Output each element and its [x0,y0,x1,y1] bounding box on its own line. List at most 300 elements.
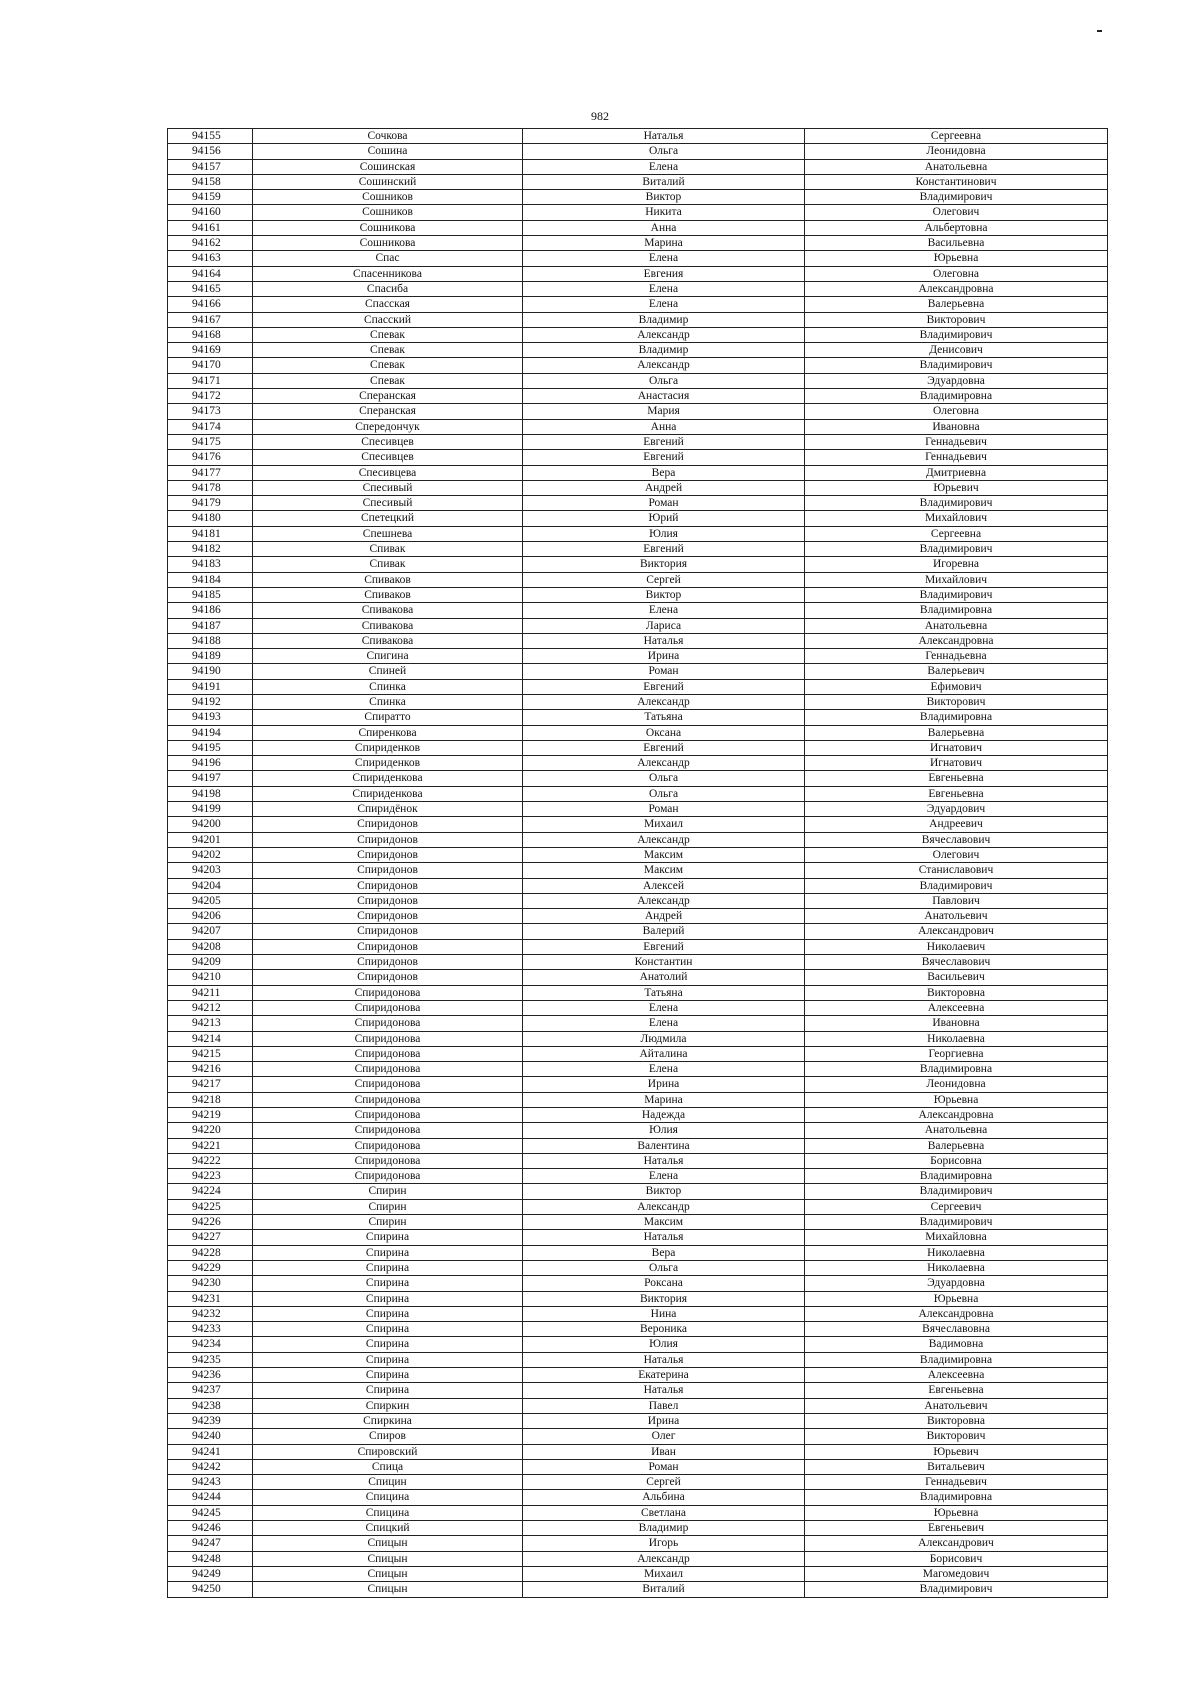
patronymic-cell: Васильевич [805,970,1108,985]
surname-cell: Сошина [253,144,523,159]
patronymic-cell: Юрьевна [805,1092,1108,1107]
first-name-cell: Людмила [523,1031,805,1046]
first-name-cell: Евгений [523,679,805,694]
surname-cell: Сперанская [253,404,523,419]
first-name-cell: Ольга [523,1260,805,1275]
first-name-cell: Елена [523,603,805,618]
surname-cell: Спиней [253,664,523,679]
record-number-cell: 94174 [168,419,253,434]
patronymic-cell: Юрьевна [805,1505,1108,1520]
patronymic-cell: Анатольевна [805,1123,1108,1138]
record-number-cell: 94158 [168,174,253,189]
patronymic-cell: Евгеньевна [805,771,1108,786]
surname-cell: Спасская [253,297,523,312]
patronymic-cell: Валерьевна [805,1138,1108,1153]
patronymic-cell: Игнатович [805,756,1108,771]
table-row [168,572,1108,587]
first-name-cell: Надежда [523,1108,805,1123]
table-row [168,1352,1108,1367]
table-row [168,129,1108,144]
patronymic-cell: Борисовна [805,1153,1108,1168]
record-number-cell: 94213 [168,1016,253,1031]
table-row [168,664,1108,679]
table-row [168,1184,1108,1199]
patronymic-cell: Эдуардовна [805,373,1108,388]
patronymic-cell: Викторовна [805,1413,1108,1428]
patronymic-cell: Ивановна [805,419,1108,434]
first-name-cell: Алексей [523,878,805,893]
surname-cell: Спиридонов [253,847,523,862]
patronymic-cell: Валерьевна [805,725,1108,740]
table-row [168,1536,1108,1551]
first-name-cell: Марина [523,236,805,251]
patronymic-cell: Константинович [805,174,1108,189]
patronymic-cell: Викторович [805,1429,1108,1444]
table-row [168,1138,1108,1153]
record-number-cell: 94170 [168,358,253,373]
record-number-cell: 94214 [168,1031,253,1046]
first-name-cell: Евгения [523,266,805,281]
patronymic-cell: Андреевич [805,817,1108,832]
first-name-cell: Сергей [523,1475,805,1490]
record-number-cell: 94196 [168,756,253,771]
first-name-cell: Максим [523,847,805,862]
patronymic-cell: Владимирович [805,1582,1108,1597]
record-number-cell: 94232 [168,1306,253,1321]
record-number-cell: 94236 [168,1368,253,1383]
first-name-cell: Евгений [523,542,805,557]
patronymic-cell: Владимирович [805,1215,1108,1230]
record-number-cell: 94239 [168,1413,253,1428]
first-name-cell: Ольга [523,786,805,801]
first-name-cell: Александр [523,756,805,771]
record-number-cell: 94173 [168,404,253,419]
surname-cell: Спевак [253,358,523,373]
patronymic-cell: Дмитриевна [805,465,1108,480]
record-number-cell: 94163 [168,251,253,266]
record-number-cell: 94192 [168,694,253,709]
surname-cell: Спиридонова [253,1016,523,1031]
patronymic-cell: Николаевна [805,1260,1108,1275]
table-row [168,496,1108,511]
table-row [168,389,1108,404]
first-name-cell: Александр [523,694,805,709]
record-number-cell: 94161 [168,220,253,235]
record-number-cell: 94243 [168,1475,253,1490]
record-number-cell: 94188 [168,633,253,648]
record-number-cell: 94217 [168,1077,253,1092]
patronymic-cell: Юрьевич [805,480,1108,495]
first-name-cell: Александр [523,893,805,908]
first-name-cell: Виктор [523,1184,805,1199]
surname-cell: Спесивцева [253,465,523,480]
surname-cell: Спасенникова [253,266,523,281]
record-number-cell: 94191 [168,679,253,694]
surname-cell: Спицын [253,1536,523,1551]
first-name-cell: Екатерина [523,1368,805,1383]
patronymic-cell: Владимировна [805,1490,1108,1505]
patronymic-cell: Николаевич [805,939,1108,954]
first-name-cell: Виктория [523,557,805,572]
patronymic-cell: Эдуардович [805,802,1108,817]
record-number-cell: 94206 [168,909,253,924]
table-row [168,1260,1108,1275]
first-name-cell: Владимир [523,343,805,358]
surname-cell: Спасский [253,312,523,327]
record-number-cell: 94194 [168,725,253,740]
first-name-cell: Наталья [523,1230,805,1245]
record-number-cell: 94179 [168,496,253,511]
first-name-cell: Елена [523,1000,805,1015]
table-row [168,1582,1108,1597]
patronymic-cell: Геннадьевич [805,450,1108,465]
table-row [168,786,1108,801]
table-row [168,740,1108,755]
record-number-cell: 94242 [168,1459,253,1474]
record-number-cell: 94204 [168,878,253,893]
first-name-cell: Сергей [523,572,805,587]
surname-cell: Спиридонова [253,1092,523,1107]
record-number-cell: 94182 [168,542,253,557]
record-number-cell: 94175 [168,434,253,449]
record-number-cell: 94245 [168,1505,253,1520]
surname-cell: Спиридонова [253,1108,523,1123]
table-row [168,557,1108,572]
first-name-cell: Михаил [523,1566,805,1581]
record-number-cell: 94246 [168,1521,253,1536]
surname-cell: Спицын [253,1582,523,1597]
patronymic-cell: Владимирович [805,1184,1108,1199]
surname-cell: Спиридонов [253,970,523,985]
record-number-cell: 94157 [168,159,253,174]
surname-cell: Спивак [253,557,523,572]
first-name-cell: Игорь [523,1536,805,1551]
table-row [168,174,1108,189]
record-number-cell: 94180 [168,511,253,526]
first-name-cell: Александр [523,1199,805,1214]
first-name-cell: Михаил [523,817,805,832]
surname-cell: Спевак [253,343,523,358]
first-name-cell: Александр [523,327,805,342]
table-row [168,771,1108,786]
table-row [168,220,1108,235]
first-name-cell: Анна [523,419,805,434]
record-number-cell: 94223 [168,1169,253,1184]
table-row [168,526,1108,541]
surname-cell: Спасиба [253,281,523,296]
table-row [168,1062,1108,1077]
record-number-cell: 94162 [168,236,253,251]
surname-cell: Спивакова [253,603,523,618]
surname-cell: Спинка [253,679,523,694]
patronymic-cell: Юрьевна [805,1291,1108,1306]
table-row [168,450,1108,465]
patronymic-cell: Владимирович [805,587,1108,602]
surname-cell: Спиратто [253,710,523,725]
surname-cell: Спинка [253,694,523,709]
table-row [168,1215,1108,1230]
surname-cell: Спирин [253,1215,523,1230]
first-name-cell: Андрей [523,909,805,924]
record-number-cell: 94209 [168,955,253,970]
table-row [168,205,1108,220]
first-name-cell: Евгений [523,740,805,755]
table-row [168,266,1108,281]
surname-cell: Сочкова [253,129,523,144]
patronymic-cell: Витальевич [805,1459,1108,1474]
first-name-cell: Максим [523,863,805,878]
surname-cell: Спиридонов [253,832,523,847]
page-number: 982 [591,109,609,123]
record-number-cell: 94234 [168,1337,253,1352]
record-number-cell: 94216 [168,1062,253,1077]
surname-cell: Сперанская [253,389,523,404]
surname-cell: Спиридонов [253,863,523,878]
record-number-cell: 94200 [168,817,253,832]
record-number-cell: 94178 [168,480,253,495]
record-number-cell: 94218 [168,1092,253,1107]
table-row [168,1092,1108,1107]
patronymic-cell: Сергеевна [805,526,1108,541]
surname-cell: Спиридонов [253,878,523,893]
table-row [168,603,1108,618]
first-name-cell: Елена [523,1016,805,1031]
table-row [168,327,1108,342]
patronymic-cell: Викторович [805,694,1108,709]
table-row [168,281,1108,296]
patronymic-cell: Борисович [805,1551,1108,1566]
record-number-cell: 94169 [168,343,253,358]
record-number-cell: 94221 [168,1138,253,1153]
first-name-cell: Ольга [523,144,805,159]
surname-cell: Спиркина [253,1413,523,1428]
patronymic-cell: Альбертовна [805,220,1108,235]
patronymic-cell: Вячеславовна [805,1322,1108,1337]
patronymic-cell: Олегович [805,847,1108,862]
table-row [168,511,1108,526]
table-row [168,1046,1108,1061]
patronymic-cell: Алексеевна [805,1368,1108,1383]
first-name-cell: Роксана [523,1276,805,1291]
table-row [168,1505,1108,1520]
record-number-cell: 94240 [168,1429,253,1444]
table-row [168,419,1108,434]
patronymic-cell: Геннадьевич [805,1475,1108,1490]
first-name-cell: Владимир [523,1521,805,1536]
table-row [168,1398,1108,1413]
record-number-cell: 94177 [168,465,253,480]
patronymic-cell: Анатольевич [805,1398,1108,1413]
patronymic-cell: Александровна [805,1108,1108,1123]
patronymic-cell: Владимирович [805,358,1108,373]
patronymic-cell: Леонидовна [805,144,1108,159]
first-name-cell: Наталья [523,1153,805,1168]
table-row [168,924,1108,939]
first-name-cell: Константин [523,955,805,970]
surname-cell: Спередончук [253,419,523,434]
patronymic-cell: Сергеевна [805,129,1108,144]
surname-cell: Спиридонов [253,955,523,970]
patronymic-cell: Владимирович [805,542,1108,557]
record-number-cell: 94212 [168,1000,253,1015]
name-register-table [167,128,1108,1598]
first-name-cell: Ирина [523,1413,805,1428]
patronymic-cell: Васильевна [805,236,1108,251]
first-name-cell: Ольга [523,373,805,388]
patronymic-cell: Александрович [805,924,1108,939]
patronymic-cell: Владимировна [805,603,1108,618]
record-number-cell: 94233 [168,1322,253,1337]
patronymic-cell: Анатольевна [805,618,1108,633]
patronymic-cell: Александрович [805,1536,1108,1551]
table-row [168,939,1108,954]
table-row [168,847,1108,862]
patronymic-cell: Геннадьевич [805,434,1108,449]
surname-cell: Спирина [253,1260,523,1275]
surname-cell: Спиров [253,1429,523,1444]
patronymic-cell: Вячеславович [805,955,1108,970]
record-number-cell: 94187 [168,618,253,633]
record-number-cell: 94164 [168,266,253,281]
first-name-cell: Юлия [523,526,805,541]
record-number-cell: 94189 [168,649,253,664]
first-name-cell: Олег [523,1429,805,1444]
record-number-cell: 94171 [168,373,253,388]
record-number-cell: 94201 [168,832,253,847]
surname-cell: Спиридонова [253,1153,523,1168]
record-number-cell: 94190 [168,664,253,679]
patronymic-cell: Вадимовна [805,1337,1108,1352]
first-name-cell: Валерий [523,924,805,939]
first-name-cell: Альбина [523,1490,805,1505]
table-row [168,1016,1108,1031]
surname-cell: Спивак [253,542,523,557]
table-row [168,970,1108,985]
record-number-cell: 94202 [168,847,253,862]
table-row [168,1521,1108,1536]
table-row [168,679,1108,694]
surname-cell: Спирина [253,1368,523,1383]
record-number-cell: 94226 [168,1215,253,1230]
surname-cell: Спешнева [253,526,523,541]
patronymic-cell: Николаевна [805,1245,1108,1260]
record-number-cell: 94208 [168,939,253,954]
surname-cell: Спица [253,1459,523,1474]
record-number-cell: 94219 [168,1108,253,1123]
first-name-cell: Елена [523,1169,805,1184]
record-number-cell: 94235 [168,1352,253,1367]
first-name-cell: Юлия [523,1123,805,1138]
record-number-cell: 94176 [168,450,253,465]
table-row [168,373,1108,388]
table-row [168,878,1108,893]
first-name-cell: Роман [523,664,805,679]
surname-cell: Спировский [253,1444,523,1459]
record-number-cell: 94181 [168,526,253,541]
patronymic-cell: Сергеевич [805,1199,1108,1214]
record-number-cell: 94231 [168,1291,253,1306]
table-row [168,817,1108,832]
first-name-cell: Валентина [523,1138,805,1153]
first-name-cell: Марина [523,1092,805,1107]
first-name-cell: Виталий [523,174,805,189]
patronymic-cell: Владимирович [805,878,1108,893]
surname-cell: Спириденкова [253,771,523,786]
table-row [168,1108,1108,1123]
record-number-cell: 94220 [168,1123,253,1138]
patronymic-cell: Викторович [805,312,1108,327]
patronymic-cell: Владимирович [805,327,1108,342]
surname-cell: Спирина [253,1245,523,1260]
table-row [168,236,1108,251]
first-name-cell: Елена [523,281,805,296]
surname-cell: Спиридонов [253,924,523,939]
record-number-cell: 94155 [168,129,253,144]
record-number-cell: 94159 [168,190,253,205]
first-name-cell: Ирина [523,649,805,664]
surname-cell: Спицин [253,1475,523,1490]
table-row [168,312,1108,327]
surname-cell: Спиридонов [253,893,523,908]
surname-cell: Сошникова [253,220,523,235]
first-name-cell: Ирина [523,1077,805,1092]
table-row [168,1245,1108,1260]
table-row [168,542,1108,557]
patronymic-cell: Владимировна [805,1169,1108,1184]
record-number-cell: 94183 [168,557,253,572]
patronymic-cell: Анатольевич [805,909,1108,924]
surname-cell: Спиридёнок [253,802,523,817]
patronymic-cell: Ефимович [805,679,1108,694]
record-number-cell: 94195 [168,740,253,755]
first-name-cell: Татьяна [523,985,805,1000]
surname-cell: Спас [253,251,523,266]
table-row [168,434,1108,449]
first-name-cell: Александр [523,358,805,373]
first-name-cell: Виктор [523,587,805,602]
record-number-cell: 94203 [168,863,253,878]
patronymic-cell: Владимировна [805,1062,1108,1077]
table-row [168,633,1108,648]
table-row [168,465,1108,480]
record-number-cell: 94241 [168,1444,253,1459]
patronymic-cell: Евгеньевич [805,1521,1108,1536]
patronymic-cell: Юрьевна [805,251,1108,266]
first-name-cell: Елена [523,159,805,174]
patronymic-cell: Евгеньевна [805,786,1108,801]
surname-cell: Спиридонов [253,817,523,832]
patronymic-cell: Игоревна [805,557,1108,572]
record-number-cell: 94230 [168,1276,253,1291]
table-row [168,358,1108,373]
record-number-cell: 94228 [168,1245,253,1260]
table-row [168,1459,1108,1474]
surname-cell: Сошинский [253,174,523,189]
record-number-cell: 94215 [168,1046,253,1061]
first-name-cell: Владимир [523,312,805,327]
table-row [168,1000,1108,1015]
patronymic-cell: Станиславович [805,863,1108,878]
record-number-cell: 94227 [168,1230,253,1245]
record-number-cell: 94225 [168,1199,253,1214]
table-row [168,863,1108,878]
first-name-cell: Лариса [523,618,805,633]
table-row [168,1368,1108,1383]
surname-cell: Спиридонова [253,1123,523,1138]
table-row [168,587,1108,602]
table-row [168,1199,1108,1214]
table-row [168,1153,1108,1168]
